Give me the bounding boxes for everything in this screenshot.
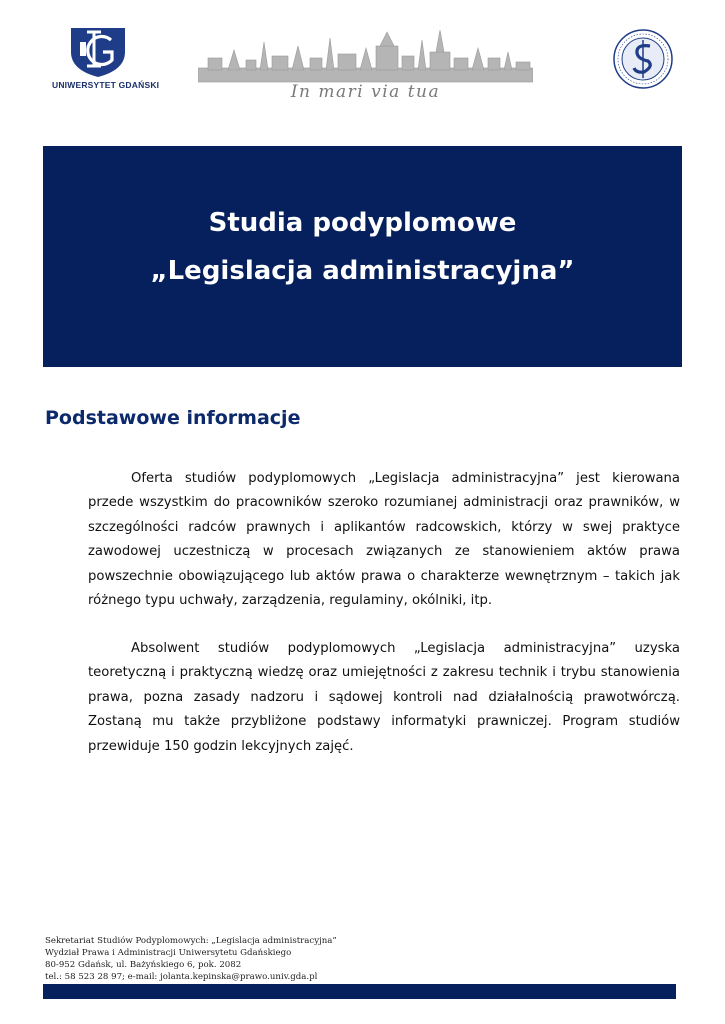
faculty-seal-icon: [612, 28, 674, 90]
motto: In mari via tua: [290, 82, 441, 102]
banner-title-line1: Studia podyplomowe: [208, 208, 517, 238]
university-name: UNIWERSYTET GDAŃSKI: [52, 80, 160, 90]
gdansk-skyline: [198, 28, 533, 106]
text-line: przede wszystkim do pracowników szeroko rozumianej administracji oraz prawników, w: [88, 495, 680, 511]
section-heading: Podstawowe informacje: [45, 407, 301, 429]
text-line: Absolwent studiów podyplomowych „Legislacja administracyjna” uzyska: [131, 641, 680, 656]
gdansk-skyline-icon: [198, 28, 533, 88]
text-line: przewiduje 150 godzin lekcyjnych zajęć.: [88, 738, 354, 754]
title-banner: [43, 146, 682, 367]
text-line: teoretyczną i praktyczną wiedzę oraz umiejętności z zakresu technik i trybu stanowienia: [88, 665, 680, 681]
text-line: prawa, pozna zasady nadzoru i sądowej kontroli nad działalnością prawotwórczą.: [88, 689, 680, 705]
university-logo-icon: [67, 26, 129, 78]
text-line: Oferta studiów podyplomowych „Legislacja administracyjna” jest kierowana: [131, 471, 680, 486]
text-line: powszechnie obowiązującego lub aktów prawa o charakterze wewnętrznym – takich jak: [88, 568, 680, 584]
text-line: Zostaną mu także przybliżone podstawy informatyki prawniczej. Program studiów: [88, 714, 680, 730]
text-line: różnego typu uchwały, zarządzenia, regulaminy, okólniki, itp.: [88, 592, 493, 608]
footer-line: Wydział Prawa i Administracji Uniwersytetu Gdańskiego: [45, 948, 292, 958]
text-line: zawodowej uczestniczą w procesach związanych ze stanowieniem aktów prawa: [88, 544, 680, 560]
text-line: szczególności radców prawnych i aplikantów radcowskich, którzy w swej praktyce: [88, 519, 680, 535]
footer-line: tel.: 58 523 28 97; e-mail: jolanta.kepinska@prawo.univ.gda.pl: [45, 972, 318, 982]
footer-bar: [43, 984, 676, 999]
page-header: [0, 0, 725, 140]
university-logo: [52, 26, 160, 96]
footer-line: 80-952 Gdańsk, ul. Bażyńskiego 6, pok. 2082: [45, 960, 242, 970]
footer-line: Sekretariat Studiów Podyplomowych: „Legislacja administracyjna”: [45, 936, 337, 946]
paragraph-1: [88, 467, 680, 613]
banner-title-line2: „Legislacja administracyjna”: [150, 256, 575, 286]
faculty-seal: [612, 28, 674, 90]
footer-contact: [45, 935, 337, 983]
paragraph-2: [88, 637, 680, 759]
